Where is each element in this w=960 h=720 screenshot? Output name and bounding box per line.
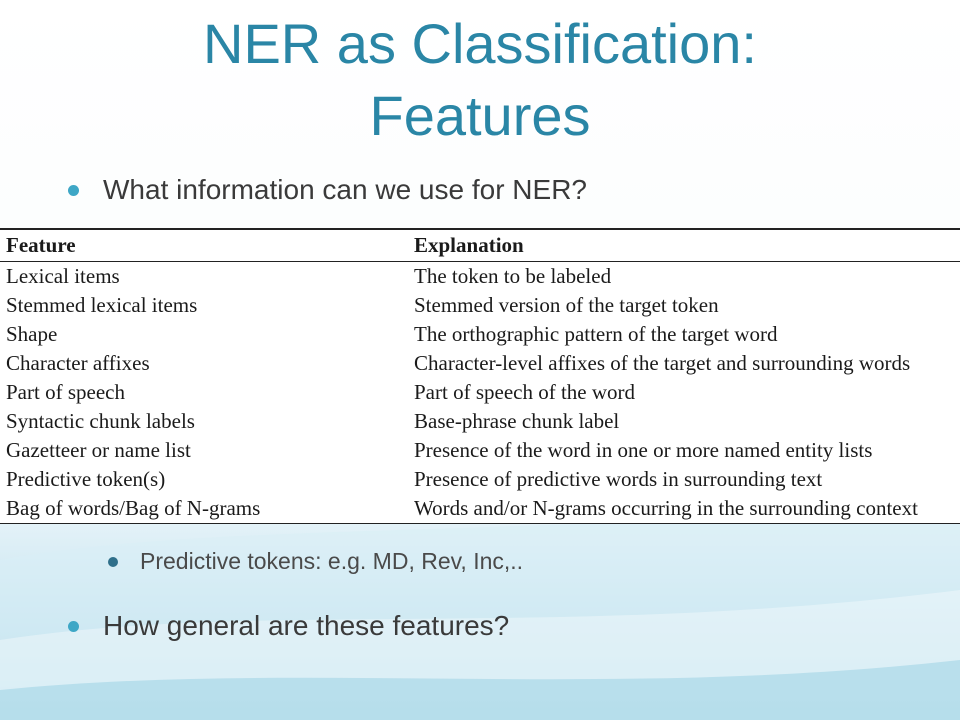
table-header-row <box>0 229 960 262</box>
explanation-cell: Presence of predictive words in surrounding text <box>414 467 823 491</box>
explanation-cell: The token to be labeled <box>414 264 612 288</box>
sub-bullet-text: Predictive tokens: e.g. MD, Rev, Inc,.. <box>140 548 524 574</box>
table-row <box>0 407 960 436</box>
explanation-cell: Character-level affixes of the target and surrounding words <box>414 351 911 375</box>
table-row <box>0 465 960 494</box>
bullet-dot-icon <box>68 185 79 196</box>
feature-cell: Shape <box>6 322 58 346</box>
table-row <box>0 291 960 320</box>
feature-cell: Gazetteer or name list <box>6 438 191 462</box>
feature-table-image <box>0 228 960 524</box>
feature-cell: Lexical items <box>6 264 120 288</box>
bullet-dot-icon <box>108 557 118 567</box>
bullet-text: What information can we use for NER? <box>103 174 587 205</box>
table-row <box>0 494 960 524</box>
feature-cell: Part of speech <box>6 380 125 404</box>
title-line-1: NER as Classification: <box>203 12 757 75</box>
feature-cell: Bag of words/Bag of N-grams <box>6 496 261 520</box>
sub-bullet-predictive-tokens <box>108 548 523 575</box>
header-explanation: Explanation <box>414 233 524 257</box>
explanation-cell: Stemmed version of the target token <box>414 293 719 317</box>
feature-cell: Character affixes <box>6 351 150 375</box>
feature-cell: Predictive token(s) <box>6 467 166 491</box>
header-feature: Feature <box>6 233 76 257</box>
table-row <box>0 378 960 407</box>
table-row <box>0 262 960 292</box>
title-line-2: Features <box>369 84 591 147</box>
feature-cell: Stemmed lexical items <box>6 293 198 317</box>
bullet-text: How general are these features? <box>103 610 510 641</box>
table-row <box>0 320 960 349</box>
explanation-cell: Words and/or N-grams occurring in the surrounding context <box>414 496 918 520</box>
explanation-cell: Presence of the word in one or more named entity lists <box>414 438 873 462</box>
explanation-cell: Base-phrase chunk label <box>414 409 620 433</box>
explanation-cell: The orthographic pattern of the target word <box>414 322 778 346</box>
feature-cell: Syntactic chunk labels <box>6 409 195 433</box>
table-row <box>0 436 960 465</box>
bullet-how-general <box>68 610 509 642</box>
slide-title <box>0 8 960 152</box>
explanation-cell: Part of speech of the word <box>414 380 636 404</box>
table-row <box>0 349 960 378</box>
feature-table <box>0 228 960 524</box>
bullet-dot-icon <box>68 621 79 632</box>
bullet-what-information <box>68 174 587 206</box>
